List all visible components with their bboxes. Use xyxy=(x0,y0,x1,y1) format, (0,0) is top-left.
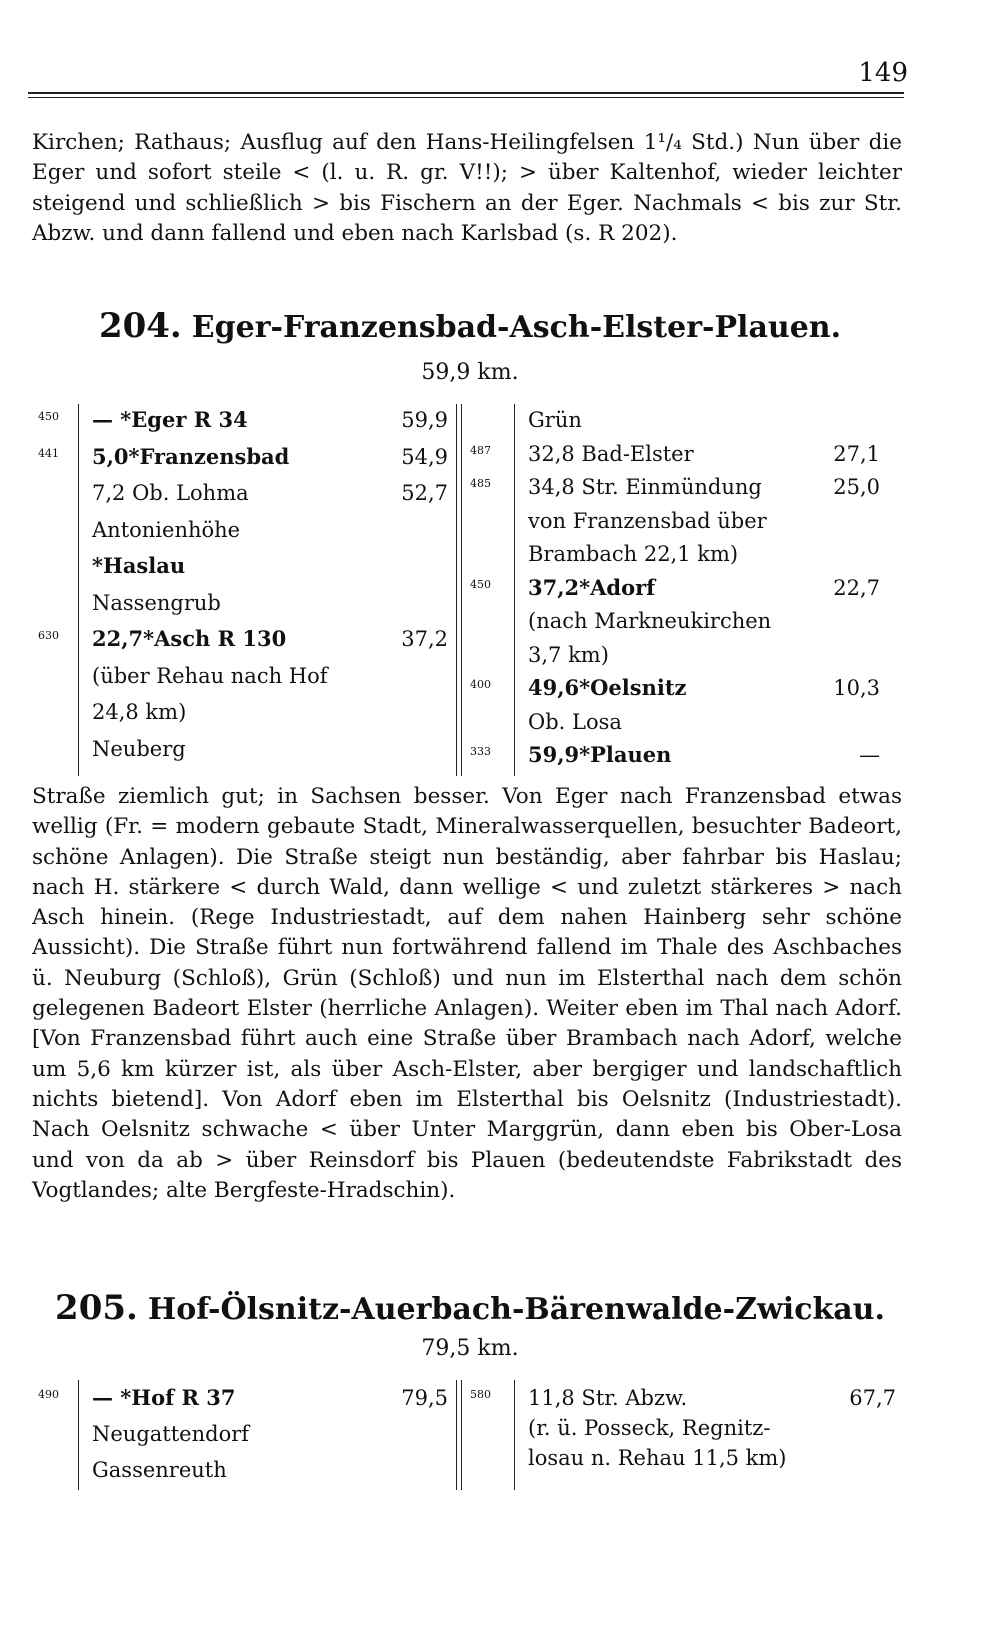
route-204-distance: 59,9 km. xyxy=(421,360,519,385)
itinerary-place: 11,8 Str. Abzw. xyxy=(528,1386,688,1410)
itinerary-place: 7,2 Ob. Lohma xyxy=(92,481,249,505)
itinerary-place: Grün xyxy=(528,408,582,432)
itinerary-place: 22,7*Asch R 130 xyxy=(92,626,287,651)
remaining-distance: 67,7 xyxy=(849,1386,896,1410)
route-205-mid-rule-b xyxy=(461,1380,462,1490)
itinerary-place: 49,6*Oelsnitz xyxy=(528,675,687,700)
itinerary-place: losau n. Rehau 11,5 km) xyxy=(528,1446,787,1470)
route-205-heading xyxy=(0,1288,940,1328)
remaining-distance: 27,1 xyxy=(833,441,880,466)
route-204-right-rule xyxy=(514,404,515,776)
elevation-label: 580 xyxy=(470,1388,491,1401)
itinerary-place: Neuberg xyxy=(92,736,186,761)
itinerary-place: — *Hof R 37 xyxy=(92,1385,236,1410)
remaining-distance: 37,2 xyxy=(401,627,448,651)
itinerary-place: Ob. Losa xyxy=(528,709,622,734)
remaining-distance: 54,9 xyxy=(401,444,448,469)
route-204-number: 204. xyxy=(98,306,182,346)
remaining-distance: 79,5 xyxy=(401,1386,448,1410)
itinerary-place: 59,9*Plauen xyxy=(528,742,672,767)
elevation-label: 441 xyxy=(38,446,59,460)
intro-paragraph: Kirchen; Rathaus; Ausflug auf den Hans-Heilingfelsen 1¹/₄ Std.) Nun über die Eger und sofort steile < (l. u. R. gr. V!!); > über Kaltenhof, wieder leichter steigend und schließlich > bis Fischern an der Eger. Nachmals < bis zur Str. Abzw. und dann fallend und eben nach Karlsbad (s. R 202). xyxy=(32,130,902,246)
itinerary-place: von Franzensbad über xyxy=(528,508,767,533)
remaining-distance: 59,9 xyxy=(401,408,448,432)
elevation-label: 485 xyxy=(470,477,491,490)
header-rule xyxy=(28,92,904,94)
elevation-label: 450 xyxy=(470,577,491,591)
itinerary-place: — *Eger R 34 xyxy=(92,407,248,432)
remaining-distance: — xyxy=(859,743,880,767)
route-204-description: Straße ziemlich gut; in Sachsen besser. Von Eger nach Franzensbad etwas wellig (Fr. = modern gebaute Stadt, Mineralwasserquellen, besuchter Badeort, schöne Anlagen). Die Straße steigt nun beständig, aber fahrbar bis Haslau; nach H. stärkere < durch Wald, dann wellige < und zuletzt stärkeres > nach Asch hinein. (Rege Industriestadt, auf dem nahen Hainberg sehr schöne Aussicht). Die Straße führt nun fortwährend fallend im Thale des Aschbaches ü. Neuburg (Schloß), Grün (Schloß) und nun im Elsterthal nach dem schön gelegenen Badeort Elster (herrliche Anlagen). Weiter eben im Thal nach Adorf. [Von Franzensbad führt auch eine Straße über Brambach nach Adorf, welche um 5,6 km kürzer ist, als über Asch-Elster, aber bergiger und landschaftlich nichts bietend]. Von Adorf eben im Elsterthal bis Oelsnitz (Industriestadt). Nach Oelsnitz schwache < über Unter Marggrün, dann eben bis Ober-Losa und von da ab > über Reinsdorf bis Plauen (bedeutendste Fabrikstadt des Vogtlandes; alte Bergfeste-Hradschin). xyxy=(32,784,902,1203)
elevation-label: 487 xyxy=(470,443,491,457)
remaining-distance: 22,7 xyxy=(833,575,880,600)
remaining-distance: 25,0 xyxy=(833,475,880,499)
route-204-title: Eger-Franzensbad-Asch-Elster-Plauen. xyxy=(191,310,842,345)
route-204-heading xyxy=(0,306,940,346)
route-205-left-rule xyxy=(78,1380,79,1490)
route-205-mid-rule-a xyxy=(456,1380,457,1490)
remaining-distance: 52,7 xyxy=(401,481,448,505)
itinerary-place: Antonienhöhe xyxy=(92,517,241,542)
elevation-label: 333 xyxy=(470,745,491,758)
route-204-left-rule xyxy=(78,404,79,776)
elevation-label: 490 xyxy=(38,1388,59,1401)
itinerary-place: *Haslau xyxy=(92,553,186,578)
route-205-number: 205. xyxy=(55,1288,138,1328)
remaining-distance: 10,3 xyxy=(833,676,880,700)
itinerary-place: (nach Markneukirchen xyxy=(528,609,772,633)
itinerary-place: Brambach 22,1 km) xyxy=(528,542,739,566)
itinerary-place: 3,7 km) xyxy=(528,642,609,667)
itinerary-place: Gassenreuth xyxy=(92,1458,227,1482)
elevation-label: 450 xyxy=(38,410,59,423)
itinerary-place: (über Rehau nach Hof xyxy=(92,663,328,688)
elevation-label: 630 xyxy=(38,629,59,642)
itinerary-place: 34,8 Str. Einmündung xyxy=(528,475,762,499)
itinerary-place: (r. ü. Posseck, Regnitz- xyxy=(528,1416,771,1440)
elevation-label: 400 xyxy=(470,678,491,691)
route-204-mid-rule-b xyxy=(461,404,462,776)
route-204-mid-rule-a xyxy=(456,404,457,776)
itinerary-place: Nassengrub xyxy=(92,590,221,615)
route-205-distance: 79,5 km. xyxy=(421,1336,519,1361)
route-205-right-rule xyxy=(514,1380,515,1490)
itinerary-place: Neugattendorf xyxy=(92,1422,250,1446)
header-rule-thin xyxy=(28,97,904,98)
page-number: 149 xyxy=(858,58,908,88)
itinerary-place: 5,0*Franzensbad xyxy=(92,443,290,469)
itinerary-place: 24,8 km) xyxy=(92,700,187,724)
itinerary-place: 37,2*Adorf xyxy=(528,574,656,600)
itinerary-place: 32,8 Bad-Elster xyxy=(528,441,694,466)
route-205-title: Hof-Ölsnitz-Auerbach-Bärenwalde-Zwickau. xyxy=(147,1292,885,1327)
